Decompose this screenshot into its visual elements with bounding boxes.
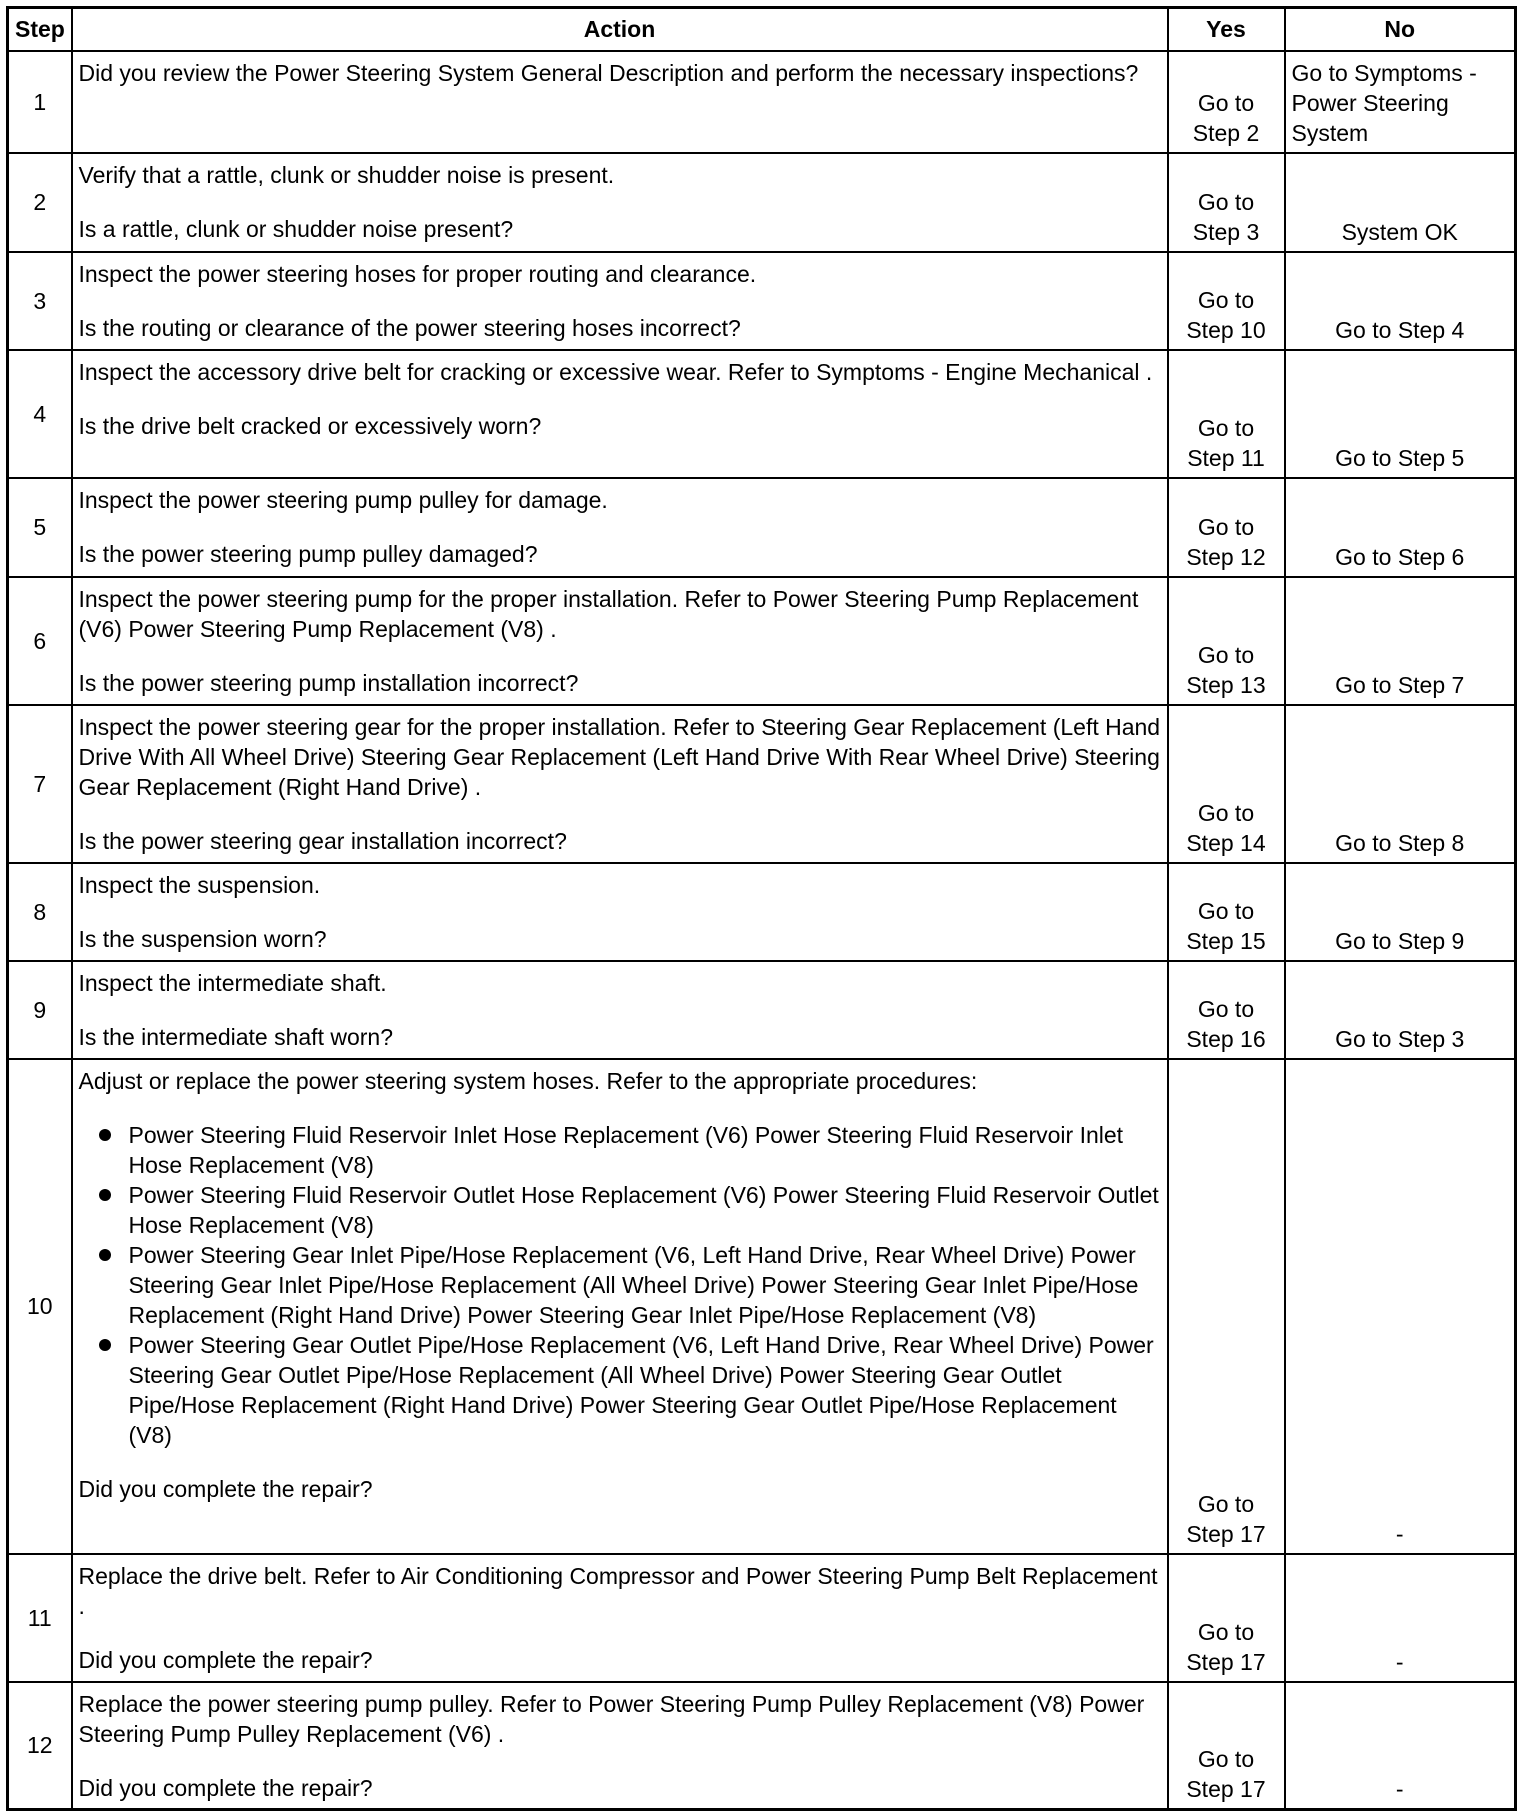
yes-text: Step 14 <box>1186 829 1266 856</box>
spacer <box>79 802 1161 826</box>
action-text: Replace the drive belt. Refer to Air Conditioning Compressor and Power Steering Pump Belt Replacement . <box>78 1562 1158 1619</box>
spacer <box>79 289 1161 313</box>
spacer <box>79 515 1161 539</box>
table-row <box>8 51 1516 153</box>
yes-cell <box>1168 252 1285 350</box>
action-question: Did you complete the repair? <box>78 1774 373 1801</box>
action-cell <box>72 863 1168 961</box>
action-question: Is the power steering pump pulley damaged? <box>78 540 538 567</box>
action-text: Adjust or replace the power steering system hoses. Refer to the appropriate procedures: <box>78 1067 978 1094</box>
no-text: - <box>1395 1776 1404 1802</box>
action-text: Replace the power steering pump pulley. Refer to Power Steering Pump Pulley Replacement (V8) Power Steering Pump Pulley Replacement (V6) . <box>78 1690 1145 1747</box>
yes-cell <box>1168 1554 1285 1682</box>
spacer <box>79 1096 1161 1120</box>
yes-text: Go to <box>1197 286 1255 313</box>
step-number: 4 <box>8 350 72 478</box>
procedure-list <box>79 1120 1161 1450</box>
yes-cell <box>1168 863 1285 961</box>
yes-cell <box>1168 350 1285 478</box>
procedure-item: Power Steering Gear Outlet Pipe/Hose Replacement (V6, Left Hand Drive, Rear Wheel Drive) Power Steering Gear Outlet Pipe/Hose Replacement (All Wheel Drive) Power Steering Gear Outlet Pipe/Hose Replacement (Right Hand Drive) Power Steering Gear Outlet Pipe/Hose Replacement (V8) <box>129 1330 1161 1450</box>
step-number: 10 <box>8 1059 72 1554</box>
action-question: Is the intermediate shaft worn? <box>78 1023 393 1050</box>
no-cell <box>1285 577 1516 705</box>
no-cell <box>1285 350 1516 478</box>
no-text: Go to Step 7 <box>1335 671 1465 698</box>
no-text: Go to Step 3 <box>1335 1025 1465 1052</box>
yes-cell <box>1168 1059 1285 1554</box>
action-cell <box>72 478 1168 577</box>
action-question: Did you complete the repair? <box>78 1646 373 1673</box>
action-cell <box>72 1554 1168 1682</box>
action-text: Verify that a rattle, clunk or shudder noise is present. <box>78 161 615 188</box>
step-number: 5 <box>8 478 72 577</box>
no-cell <box>1285 863 1516 961</box>
no-text: Power Steering <box>1291 89 1449 116</box>
action-question: Is the power steering gear installation incorrect? <box>78 827 567 854</box>
yes-text: Step 16 <box>1186 1025 1266 1052</box>
yes-text: Go to <box>1197 414 1255 441</box>
procedure-item: Power Steering Fluid Reservoir Inlet Hose Replacement (V6) Power Steering Fluid Reservoir Inlet Hose Replacement (V8) <box>129 1120 1161 1180</box>
yes-text: Step 10 <box>1186 316 1266 343</box>
yes-cell <box>1168 961 1285 1059</box>
no-text: - <box>1395 1520 1404 1547</box>
no-text: System <box>1291 119 1369 146</box>
no-text: Go to Step 5 <box>1335 444 1465 471</box>
yes-cell <box>1168 1682 1285 1810</box>
action-cell <box>72 252 1168 350</box>
no-text: Go to Step 9 <box>1335 927 1465 954</box>
step-number: 8 <box>8 863 72 961</box>
step-number: 11 <box>8 1554 72 1682</box>
header-no: No <box>1285 8 1516 51</box>
spacer <box>79 998 1161 1022</box>
table-row <box>8 350 1516 478</box>
yes-cell <box>1168 478 1285 577</box>
no-text: Go to Step 8 <box>1335 829 1465 856</box>
step-number: 2 <box>8 153 72 252</box>
yes-text: Step 17 <box>1186 1776 1266 1802</box>
no-text: Go to Symptoms - <box>1291 59 1477 86</box>
action-cell <box>72 961 1168 1059</box>
yes-text: Go to <box>1197 1618 1255 1645</box>
yes-text: Step 2 <box>1192 119 1260 146</box>
header-yes: Yes <box>1168 8 1285 51</box>
no-cell <box>1285 51 1516 153</box>
action-cell <box>72 51 1168 153</box>
spacer <box>79 900 1161 924</box>
yes-cell <box>1168 705 1285 863</box>
table-row <box>8 153 1516 252</box>
step-number: 6 <box>8 577 72 705</box>
action-text: Inspect the power steering hoses for proper routing and clearance. <box>78 260 757 287</box>
action-question: Did you complete the repair? <box>78 1475 373 1502</box>
yes-text: Step 13 <box>1186 671 1266 698</box>
no-text: - <box>1395 1648 1404 1675</box>
procedure-item: Power Steering Fluid Reservoir Outlet Hose Replacement (V6) Power Steering Fluid Reservoir Outlet Hose Replacement (V8) <box>128 1181 1159 1238</box>
action-cell <box>72 153 1168 252</box>
header-action: Action <box>72 8 1168 51</box>
yes-text: Step 12 <box>1186 543 1266 570</box>
yes-cell <box>1168 577 1285 705</box>
no-cell <box>1285 252 1516 350</box>
yes-text: Go to <box>1197 1490 1255 1517</box>
yes-text: Go to <box>1197 897 1255 924</box>
table-row <box>8 1554 1516 1682</box>
table-row <box>8 961 1516 1059</box>
table-row <box>8 1059 1516 1554</box>
action-text: Inspect the power steering gear for the proper installation. Refer to Steering Gear Replacement (Left Hand Drive With All Wheel Drive) Steering Gear Replacement (Left Hand Drive With Rear Wheel Drive) Steering Gear Replacement (Right Hand Drive) . <box>78 713 1161 800</box>
table-row <box>8 1682 1516 1810</box>
step-number: 1 <box>8 51 72 153</box>
no-text: Go to Step 4 <box>1335 316 1465 343</box>
step-number: 9 <box>8 961 72 1059</box>
table-row <box>8 705 1516 863</box>
spacer <box>79 1450 1161 1474</box>
no-cell <box>1285 153 1516 252</box>
yes-text: Go to <box>1197 641 1255 668</box>
step-number: 7 <box>8 705 72 863</box>
action-question: Is the suspension worn? <box>78 925 327 952</box>
action-cell <box>72 1059 1168 1554</box>
action-text: Did you review the Power Steering System General Description and perform the necessary inspections? <box>78 59 1139 86</box>
header-step: Step <box>8 8 72 51</box>
table-row <box>8 252 1516 350</box>
header-row <box>8 8 1516 51</box>
action-cell <box>72 1682 1168 1810</box>
yes-text: Step 17 <box>1186 1648 1266 1675</box>
action-text: Inspect the power steering pump for the proper installation. Refer to Power Steering Pump Replacement (V6) Power Steering Pump Replacement (V8) . <box>78 585 1139 642</box>
no-cell <box>1285 705 1516 863</box>
step-number: 12 <box>8 1682 72 1810</box>
no-cell <box>1285 1682 1516 1810</box>
yes-text: Go to <box>1197 188 1255 215</box>
yes-text: Step 3 <box>1192 218 1260 245</box>
yes-cell <box>1168 51 1285 153</box>
spacer <box>79 644 1161 668</box>
table-row <box>8 478 1516 577</box>
action-text: Inspect the power steering pump pulley for damage. <box>78 486 608 513</box>
yes-text: Step 15 <box>1186 927 1266 954</box>
no-text: Go to Step 6 <box>1335 543 1465 570</box>
action-cell <box>72 577 1168 705</box>
action-cell <box>72 705 1168 863</box>
action-question: Is the drive belt cracked or excessively worn? <box>78 412 542 439</box>
action-text: Inspect the suspension. <box>78 871 321 898</box>
procedure-item: Power Steering Gear Inlet Pipe/Hose Replacement (V6, Left Hand Drive, Rear Wheel Drive) Power Steering Gear Inlet Pipe/Hose Replacement (All Wheel Drive) Power Steering Gear Inlet Pipe/Hose Replacement (Right Hand Drive) Power Steering Gear Inlet Pipe/Hose Replacement (V8) <box>129 1240 1161 1330</box>
yes-cell <box>1168 153 1285 252</box>
no-text: System OK <box>1341 218 1458 245</box>
yes-text: Go to <box>1197 995 1255 1022</box>
spacer <box>79 190 1161 214</box>
step-number: 3 <box>8 252 72 350</box>
yes-text: Go to <box>1197 1746 1255 1772</box>
spacer <box>79 1749 1161 1773</box>
yes-text: Step 11 <box>1187 444 1265 471</box>
action-text: Inspect the intermediate shaft. <box>78 969 387 996</box>
no-cell <box>1285 1059 1516 1554</box>
no-cell <box>1285 961 1516 1059</box>
action-question: Is a rattle, clunk or shudder noise present? <box>78 215 514 242</box>
yes-text: Go to <box>1197 513 1255 540</box>
yes-text: Go to <box>1197 799 1255 826</box>
action-text: Inspect the accessory drive belt for cracking or excessive wear. Refer to Symptoms - Engine Mechanical . <box>78 358 1153 385</box>
no-cell <box>1285 1554 1516 1682</box>
no-cell <box>1285 478 1516 577</box>
action-cell <box>72 350 1168 478</box>
spacer <box>79 387 1161 411</box>
action-question: Is the routing or clearance of the power steering hoses incorrect? <box>78 314 741 341</box>
yes-text: Go to <box>1197 89 1255 116</box>
table-row <box>8 577 1516 705</box>
diagnostic-table <box>6 6 1517 1811</box>
spacer <box>79 1621 1161 1645</box>
table-row <box>8 863 1516 961</box>
yes-text: Step 17 <box>1186 1520 1266 1547</box>
action-question: Is the power steering pump installation incorrect? <box>78 669 579 696</box>
